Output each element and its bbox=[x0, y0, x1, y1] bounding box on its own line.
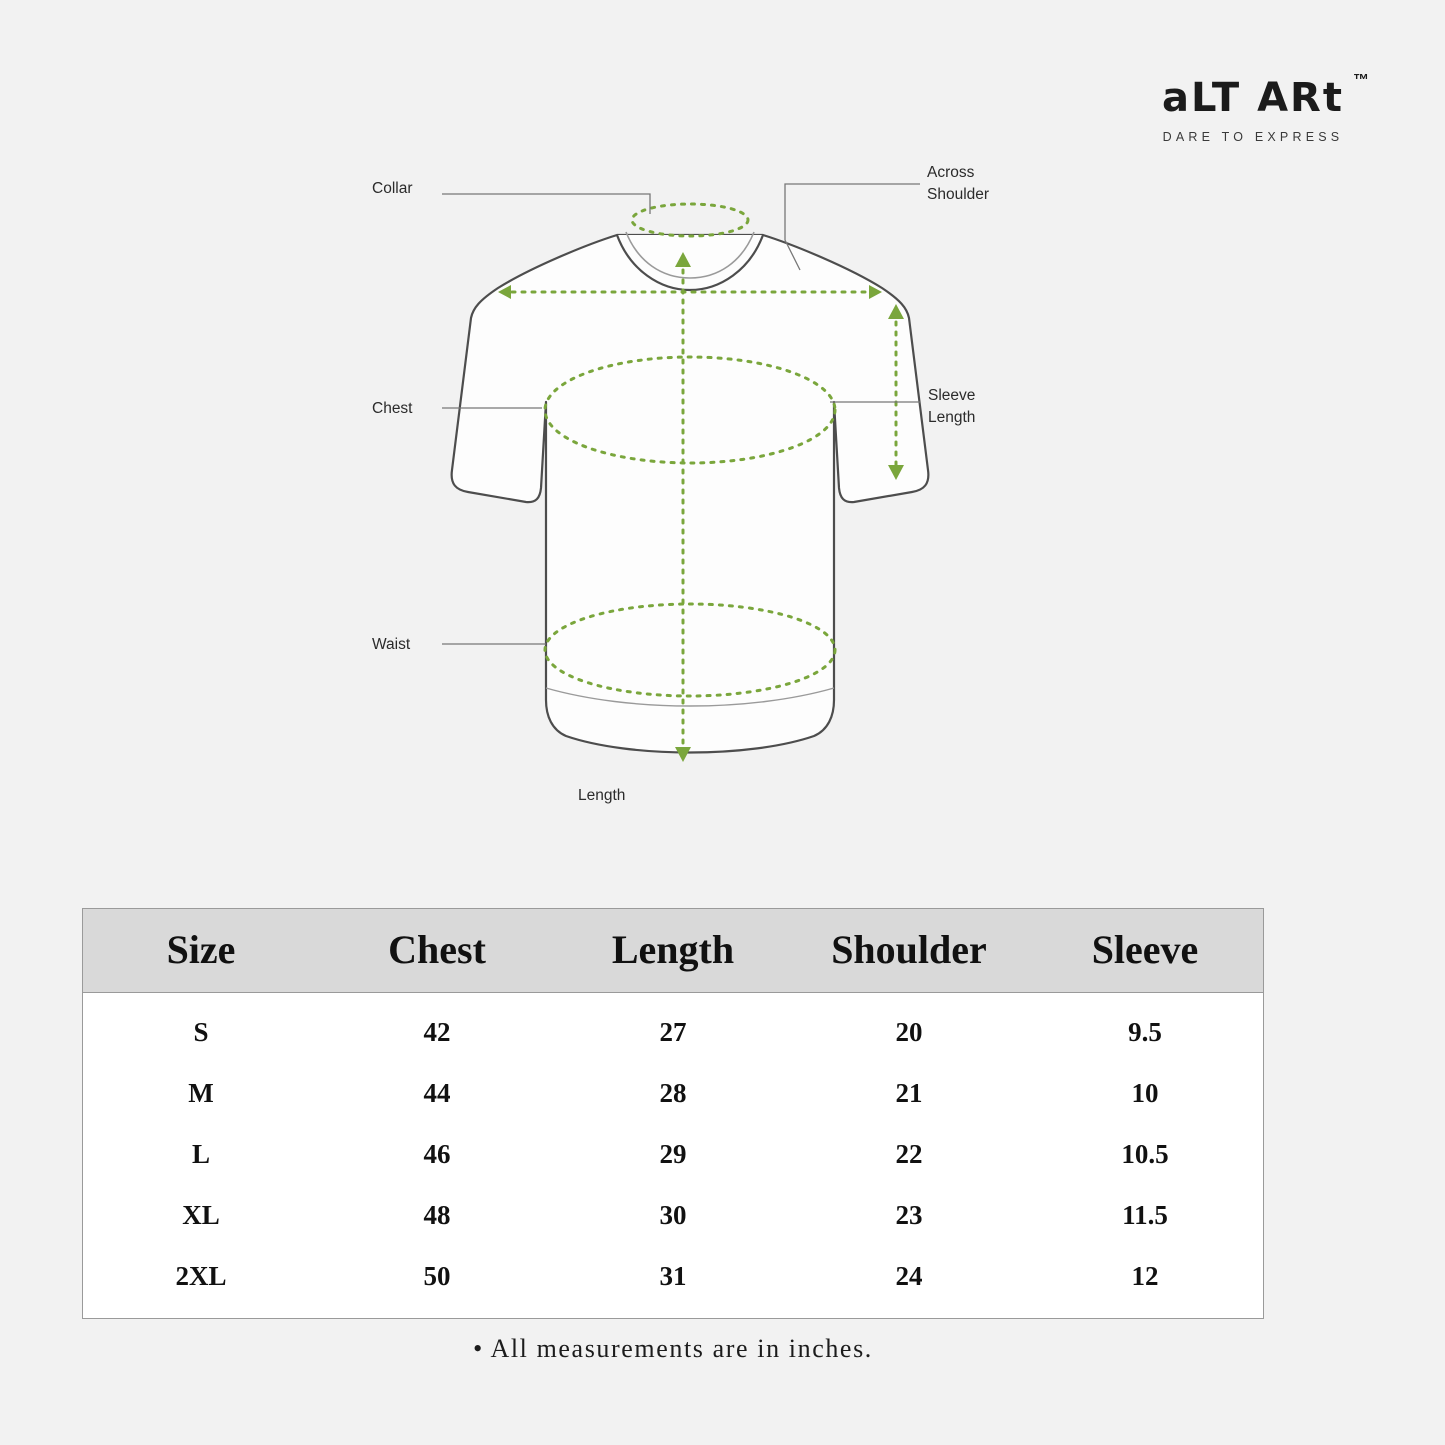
label-across-shoulder: Across Shoulder bbox=[927, 164, 990, 203]
cell-size: 2XL bbox=[175, 1261, 227, 1291]
cell-shoulder: 20 bbox=[895, 1017, 923, 1047]
brand-logo bbox=[1133, 72, 1373, 144]
tshirt-illustration bbox=[330, 140, 1090, 840]
cell-length: 29 bbox=[659, 1139, 687, 1169]
table-header-row bbox=[83, 909, 1263, 993]
label-sleeve-length: Sleeve Length bbox=[928, 387, 976, 426]
cell-size: M bbox=[188, 1078, 214, 1108]
cell-sleeve: 12 bbox=[1131, 1261, 1159, 1291]
column-header-length: Length bbox=[555, 909, 791, 993]
cell-chest: 50 bbox=[423, 1261, 451, 1291]
table-row bbox=[83, 993, 1263, 1064]
brand-name: aLT ARt bbox=[1162, 75, 1344, 121]
cell-size: XL bbox=[182, 1200, 220, 1230]
table-row bbox=[83, 1185, 1263, 1246]
measurement-note: • All measurements are in inches. bbox=[473, 1334, 873, 1363]
cell-shoulder: 24 bbox=[895, 1261, 923, 1291]
cell-chest: 48 bbox=[423, 1200, 451, 1230]
brand-tagline: DARE TO EXPRESS bbox=[1162, 130, 1344, 144]
cell-size: L bbox=[191, 1139, 210, 1169]
cell-shoulder: 21 bbox=[895, 1078, 923, 1108]
label-length: Length bbox=[578, 787, 626, 804]
cell-shoulder: 22 bbox=[895, 1139, 923, 1169]
column-header-shoulder: Shoulder bbox=[791, 909, 1027, 993]
column-header-size: Size bbox=[83, 909, 319, 993]
label-chest: Chest bbox=[372, 400, 413, 417]
cell-length: 31 bbox=[659, 1261, 687, 1291]
cell-chest: 46 bbox=[423, 1139, 451, 1169]
cell-sleeve: 10.5 bbox=[1121, 1139, 1169, 1169]
cell-size: S bbox=[193, 1017, 209, 1047]
label-collar: Collar bbox=[372, 180, 413, 197]
table-row bbox=[83, 1246, 1263, 1318]
size-chart-table bbox=[82, 908, 1264, 1319]
column-header-sleeve: Sleeve bbox=[1027, 909, 1263, 993]
cell-sleeve: 11.5 bbox=[1122, 1200, 1168, 1230]
table-row bbox=[83, 1124, 1263, 1185]
tshirt-measurement-diagram bbox=[330, 140, 1090, 840]
cell-sleeve: 9.5 bbox=[1128, 1017, 1162, 1047]
table-row bbox=[83, 1063, 1263, 1124]
trademark-symbol: ™ bbox=[1353, 72, 1369, 89]
column-header-chest: Chest bbox=[319, 909, 555, 993]
cell-chest: 42 bbox=[423, 1017, 451, 1047]
label-waist: Waist bbox=[372, 636, 411, 653]
cell-chest: 44 bbox=[423, 1078, 451, 1108]
cell-length: 27 bbox=[659, 1017, 687, 1047]
cell-shoulder: 23 bbox=[895, 1200, 923, 1230]
cell-length: 30 bbox=[659, 1200, 687, 1230]
cell-length: 28 bbox=[659, 1078, 687, 1108]
cell-sleeve: 10 bbox=[1131, 1078, 1159, 1108]
